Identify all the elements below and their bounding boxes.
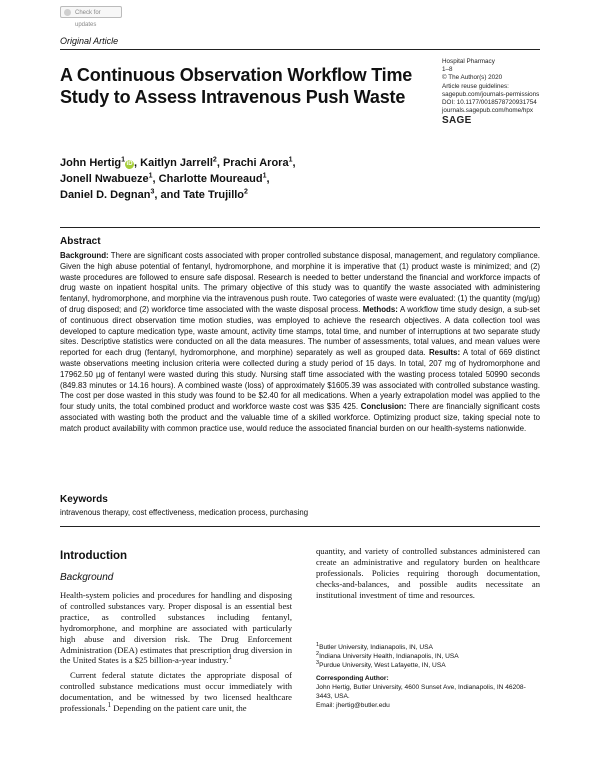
- methods-label: Methods:: [362, 304, 398, 314]
- corresponding-email[interactable]: Email: jhertig@butler.edu: [316, 701, 390, 709]
- paragraph: Current federal statute dictates the appropriate disposal of controlled substance medications must occur immediately with documentation, and be witnessed by two licensed healthcare professionals.$^1$ Depending on the patient care unit, the: [60, 670, 292, 714]
- author-name: Charlotte Moureaud: [158, 173, 263, 185]
- methods-text: A workflow time study design, a sub-set of continuous direct observation time motion studies, was employed to achieve the research objectives. A data collection tool was developed to capture medication type, waste amount, activity time stamps, total time, and number of interruptions at two separate study sites. Descriptive statistics were conducted on all the data measures. The number of assessments, total values, and mean values were reported for each drug (fentanyl, hydromorphone, and morphine) separately as well as grouped data.: [60, 304, 540, 358]
- affiliation-item: $^2$Indiana University Health, Indianapolis, IN, USA: [316, 650, 459, 660]
- results-label: Results:: [428, 348, 461, 358]
- author-affiliation: 1: [148, 172, 153, 180]
- badge-label: Check for updates: [75, 10, 101, 28]
- author-name: John Hertig: [60, 157, 122, 169]
- doi[interactable]: DOI: 10.1177/0018578720931754: [442, 99, 537, 107]
- permissions-link[interactable]: sagepub.com/journals-permissions: [442, 90, 540, 98]
- article-type: Original Article: [60, 36, 119, 46]
- corresponding-address: John Hertig, Butler University, 4600 Sunset Ave, Indianapolis, IN 46208-3443, USA.: [316, 684, 526, 700]
- updates-icon: [64, 9, 71, 16]
- author-affiliation: 1: [262, 172, 267, 180]
- affiliation-item: $^1$Butler University, Indianapolis, IN, USA: [316, 641, 433, 651]
- background-label: Background:: [60, 251, 109, 260]
- orcid-icon[interactable]: iD: [126, 161, 133, 167]
- author-affiliation: 1: [121, 156, 126, 164]
- background-subheading: Background: [60, 572, 114, 583]
- abstract-rule: [60, 227, 540, 228]
- author-name: Kaitlyn Jarrell: [140, 157, 213, 169]
- author-affiliation: 1: [288, 156, 293, 164]
- affiliation-item: $^3$Purdue University, West Lafayette, IN, USA: [316, 659, 446, 669]
- background-text: There are significant costs associated with proper controlled substance disposal, management, and regulatory compliance. Given the high abuse potential of fentanyl, hydromorphone, and morphine it is imperative that (1) product waste is minimized; and (2) waste procedures are followed to ensure safe disposal. Research is needed to better understand the financial and workforce impacts of drug waste on inpatient hospital units. The primary objective of this study was to quantify the waste associated with administering fentanyl, hydromorphone, and morphine via the intravenous push route. Two categories of waste were evaluated: (1) the quantity (mg/µg) of drug disposed; and (2) workforce time associated with the waste disposal process.: [60, 251, 540, 314]
- journal-name: Hospital Pharmacy: [442, 58, 495, 65]
- author-name: Tate Trujillo: [183, 189, 245, 201]
- journal-meta: [442, 58, 582, 126]
- affiliations: [316, 641, 540, 711]
- results-text: A total of 669 distinct waste observations meeting inclusion criteria were collected during a study period of 15 days. In total, 207 mg of hydromorphone and 17962.50 µg of fentanyl were wasted during this study. Nursing staff time associated with the wasting process totaled 50990 seconds (849.83 minutes or 14.16 hours). A combined waste (loss) of approximately $1605.39 was associated with controlled substance wasting. The cost per dose wasted in this study was found to be $2.40 for all medications. When a yearly extrapolation model was applied to the four study units, the total combined product and workforce waste cost was $35 425.: [60, 348, 540, 412]
- author-name: Jonell Nwabueze: [60, 173, 149, 185]
- keywords-rule: [60, 526, 540, 527]
- author-name: Prachi Arora: [222, 157, 289, 169]
- body-column-right: quantity, and variety of controlled substances administered can create an administrative and regulatory burden on healthcare professionals. Policies requiring thorough documentation, checks-and-balances, and possible audits necessitate an institutional investment of time and resources.: [316, 546, 540, 600]
- conclusion-text: There are financially significant costs associated with wasting both the product and the valuable time of a skilled workforce. Optimizing product size, taking special note to match product availability with common practice use, would reduce the associated financial burden on our health-systems nationwide.: [60, 402, 540, 433]
- journal-home-link[interactable]: journals.sagepub.com/home/hpx: [442, 107, 534, 115]
- author-affiliation: 2: [212, 156, 217, 164]
- keywords-list: intravenous therapy, cost effectiveness, medication process, purchasing: [60, 508, 309, 517]
- abstract-body: [60, 251, 540, 435]
- page-range: 1–8: [442, 66, 453, 74]
- abstract-heading: Abstract: [60, 236, 101, 247]
- check-for-updates-badge[interactable]: [60, 6, 122, 28]
- article-title: A Continuous Observation Workflow Time Study to Assess Intravenous Push Waste: [60, 65, 413, 107]
- author-list: John Hertig$^1$iD , Kaitlyn Jarrell$^2$, Prachi Arora$^1$, Jonell Nwabueze$^1$, Charlotte Moureaud$^1$, Daniel D. Degnan$^3$, and Tate Trujillo$^2$: [60, 156, 296, 201]
- paragraph: Health-system policies and procedures for handling and disposing of controlled substances vary. Proper disposal is an essential best practice, as controlled substances including fentanyl, hydromorphone, and morphine are associated with particularly high abuse and diversion risk. The Drug Enforcement Administration (DEA) estimates that prescription drug diversion in the United States is a $25 billion-a-year industry.$^1$: [60, 590, 292, 666]
- sage-logo: SAGE: [442, 115, 472, 127]
- citation-ref[interactable]: 1: [107, 701, 112, 710]
- author-name: Daniel D. Degnan: [60, 189, 151, 201]
- corresponding-author-heading: Corresponding Author:: [316, 675, 389, 683]
- author-affiliation: 3: [150, 188, 155, 196]
- keywords-heading: Keywords: [60, 494, 108, 505]
- reuse-label: Article reuse guidelines:: [442, 82, 509, 90]
- author-affiliation: 2: [244, 188, 248, 196]
- citation-ref[interactable]: 1: [228, 653, 232, 662]
- introduction-heading: Introduction: [60, 550, 128, 562]
- header-rule: [60, 49, 540, 50]
- body-column-left: [60, 590, 292, 718]
- copyright: © The Author(s) 2020: [442, 74, 503, 82]
- conclusion-label: Conclusion:: [360, 402, 407, 412]
